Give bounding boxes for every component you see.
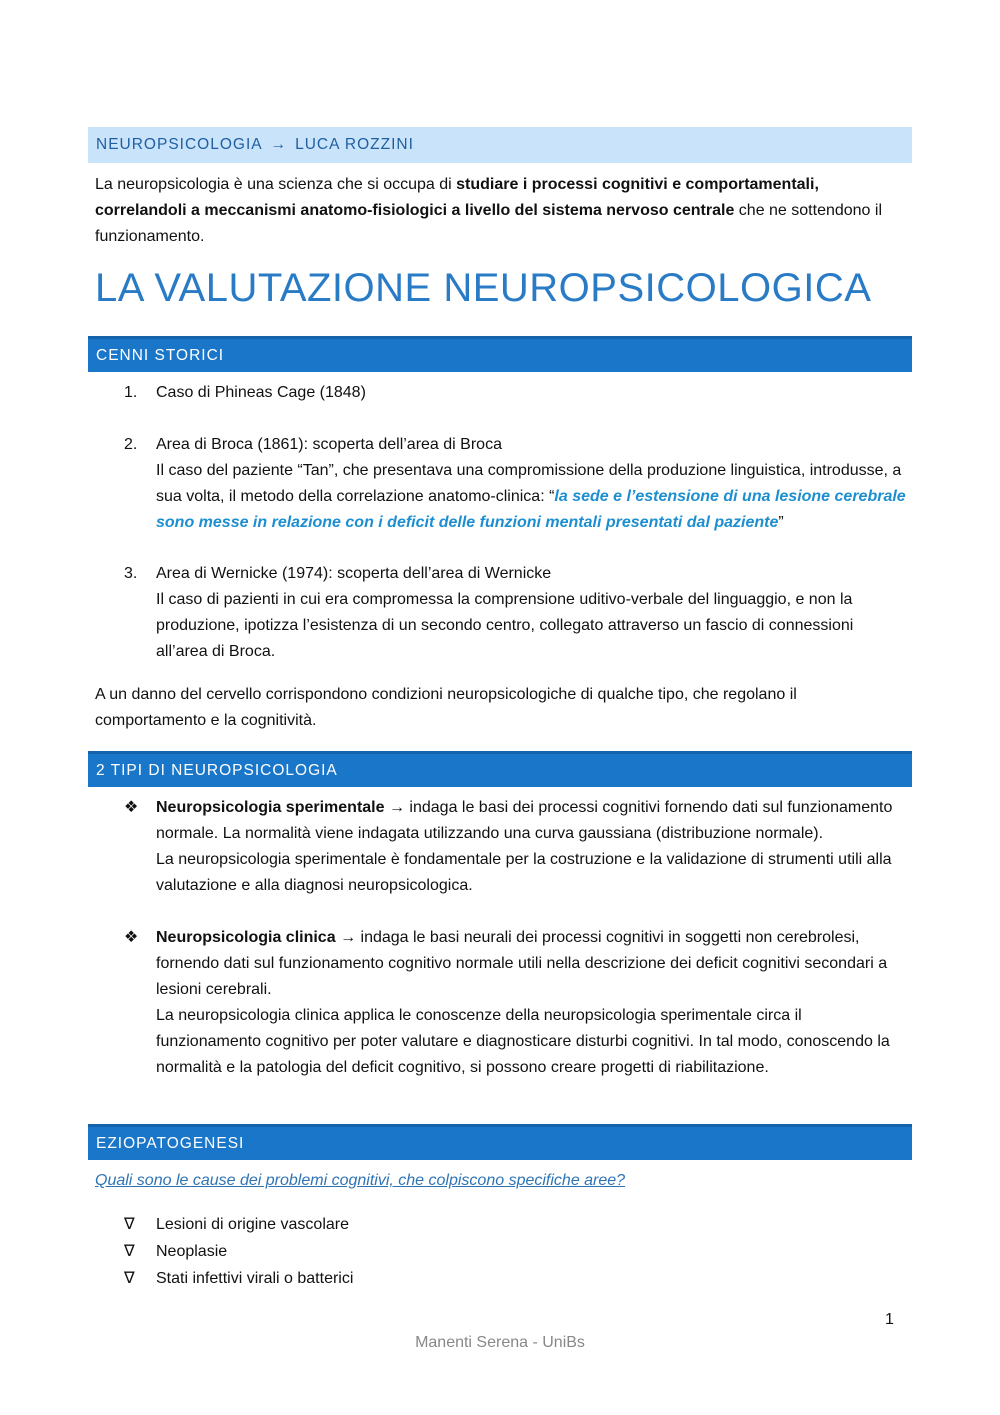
list-item-text: indaga le basi dei processi cognitivi fornendo dati sul funzionamento normale. La normalità viene indagata utilizzando una curva gaussiana (distribuzione normale). xyxy=(156,799,893,842)
list-item-extra: La neuropsicologia sperimentale è fondamentale per la costruzione e la validazione di strumenti utili alla valutazione e alla diagnosi neuropsicologica. xyxy=(156,851,892,894)
course-header xyxy=(88,127,912,163)
nabla-bullet-icon: ∇ xyxy=(124,1270,135,1287)
list-item-extra: La neuropsicologia clinica applica le conoscenze della neuropsicologia sperimentale circa il funzionamento cognitivo per poter valutare e diagnosticare disturbi cognitivi. In tal modo, conoscendo la normalità e la patologia del deficit cognitivo, si possono creare progetti di riabilitazione. xyxy=(156,1007,890,1076)
list-item-body xyxy=(156,795,908,847)
list-item xyxy=(156,925,908,1081)
quote-close: ” xyxy=(778,514,784,531)
list-item-term: Neuropsicologia clinica xyxy=(156,929,336,946)
list-item xyxy=(156,432,908,536)
arrow-right-icon: → xyxy=(388,799,405,816)
detail-text: Il caso del paziente “Tan”, che presentava una compromissione della produzione linguistica, introdusse, a sua volta, il metodo della correlazione anatomo-clinica: “ xyxy=(156,462,902,505)
intro-text-bold: studiare i processi cognitivi e comportamentali, correlandoli a meccanismi anatomo-fisiologici a livello del sistema nervoso centrale xyxy=(95,176,819,219)
list-item: Lesioni di origine vascolare xyxy=(156,1216,349,1233)
intro-text-end: che ne sottendono il funzionamento. xyxy=(95,202,883,245)
list-item: Neoplasie xyxy=(156,1243,228,1260)
main-title: LA VALUTAZIONE NEUROPSICOLOGICA xyxy=(95,266,872,310)
list-item xyxy=(156,795,908,899)
list-item: Stati infettivi virali o batterici xyxy=(156,1270,354,1287)
course-header-teacher: LUCA ROZZINI xyxy=(295,136,414,153)
arrow-right-icon: → xyxy=(340,929,357,946)
list-item-text: indaga le basi neurali dei processi cognitivi in soggetti non cerebrolesi, fornendo dati sul funzionamento cognitivo normale utili nella descrizione dei deficit cognitivi secondari a lesioni cerebrali. xyxy=(156,929,888,998)
closing-paragraph: A un danno del cervello corrispondono condizioni neuropsicologiche di qualche tipo, che regolano il comportamento e la cognitività. xyxy=(95,686,797,729)
list-item-title: Area di Broca (1861): scoperta dell’area di Broca xyxy=(156,436,502,453)
list-number: 1. xyxy=(124,384,138,401)
arrow-right-icon: → xyxy=(270,136,288,153)
nabla-bullet-icon: ∇ xyxy=(124,1243,135,1260)
list-number: 3. xyxy=(124,565,138,582)
list-item-title: Area di Wernicke (1974): scoperta dell’area di Wernicke xyxy=(156,565,552,582)
question-text xyxy=(95,1168,907,1194)
list-item: Caso di Phineas Cage (1848) xyxy=(156,384,366,401)
nabla-bullet-icon: ∇ xyxy=(124,1216,135,1233)
question-text-inner: Quali sono le cause dei problemi cognitivi, che colpiscono specifiche aree? xyxy=(95,1172,626,1189)
list-item-detail: Il caso di pazienti in cui era compromessa la comprensione uditivo-verbale del linguaggio, e non la produzione, ipotizza l’esistenza di un secondo centro, collegato attraverso un fascio di connessioni all’area di Broca. xyxy=(156,591,854,660)
page-footer: Manenti Serena - UniBs xyxy=(415,1334,585,1351)
course-header-subject: NEUROPSICOLOGIA xyxy=(96,136,263,153)
diamond-bullet-icon: ❖ xyxy=(124,799,139,816)
diamond-bullet-icon: ❖ xyxy=(124,929,139,946)
intro-text-start: La neuropsicologia è una scienza che si occupa di xyxy=(95,176,457,193)
list-item xyxy=(156,561,908,665)
list-number: 2. xyxy=(124,436,138,453)
section-heading-eziopatogenesi: EZIOPATOGENESI xyxy=(88,1124,912,1160)
highlighted-quote: la sede e l’estensione di una lesione cerebrale sono messe in relazione con i deficit delle funzioni mentali presentati dal paziente xyxy=(156,488,906,531)
list-item-term: Neuropsicologia sperimentale xyxy=(156,799,385,816)
page-number: 1 xyxy=(885,1311,894,1328)
section-heading-cenni-storici: CENNI STORICI xyxy=(88,336,912,372)
section-heading-tipi: 2 TIPI DI NEUROPSICOLOGIA xyxy=(88,751,912,787)
list-item-detail xyxy=(156,458,908,536)
intro-paragraph xyxy=(95,172,907,250)
list-item-body xyxy=(156,925,908,1003)
